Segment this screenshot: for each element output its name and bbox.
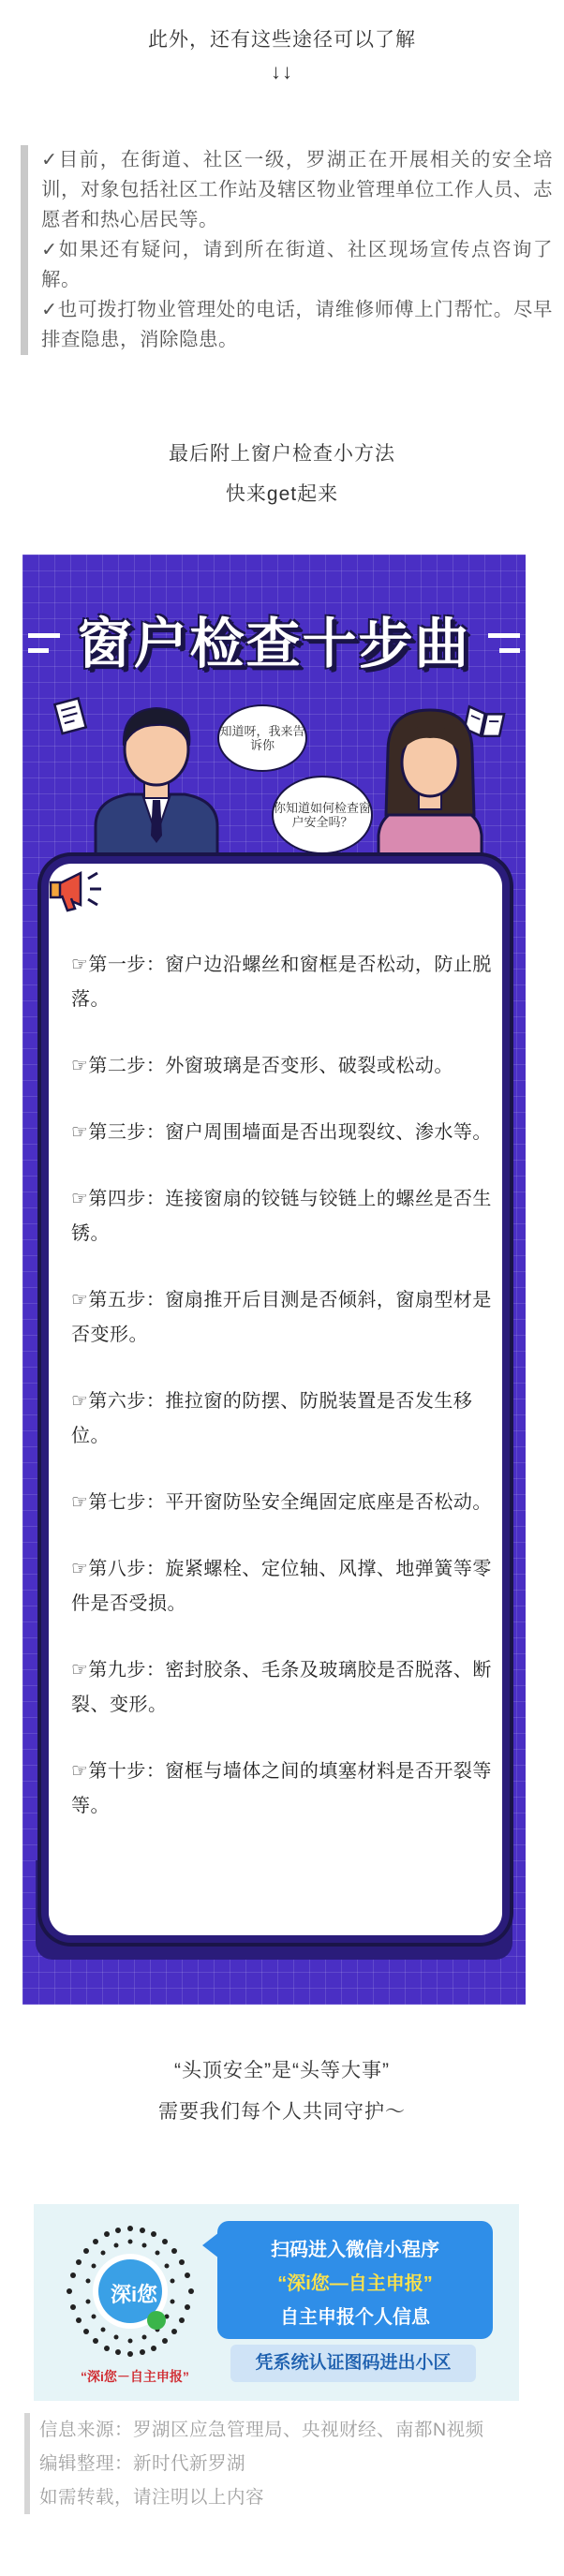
steps-list bbox=[71, 948, 502, 1856]
poster-title: 窗户检查十步曲 bbox=[77, 612, 471, 675]
step-item: ☞第七步：平开窗防坠安全绳固定底座是否松动。 bbox=[71, 1492, 492, 1513]
callout-box bbox=[217, 2221, 493, 2339]
slogan-line-1: “头顶安全”是“头等大事” bbox=[174, 2060, 390, 2081]
mini-program-banner[interactable] bbox=[34, 2204, 519, 2401]
down-arrows: ↓↓ bbox=[271, 60, 293, 83]
tip-item: ✓也可拨打物业管理处的电话，请维修师傅上门帮忙。尽早排查隐患，消除隐患。 bbox=[41, 299, 553, 350]
tip-item: ✓目前，在街道、社区一级，罗湖正在开展相关的安全培训，对象包括社区工作站及辖区物业管理单位工作人员、志愿者和热心居民等。 bbox=[41, 149, 553, 230]
man-illustration bbox=[86, 695, 227, 864]
method-subheading: 快来get起来 bbox=[225, 483, 339, 505]
speech-bubble-woman: 你知道如何检查窗户安全吗？ bbox=[272, 776, 373, 854]
callout-pointer bbox=[200, 2227, 219, 2264]
intro-text: 此外，还有这些途径可以了解 bbox=[148, 29, 416, 51]
slogan-line-2: 需要我们每个人共同守护～ bbox=[158, 2101, 406, 2123]
step-item: ☞第五步：窗扇推开后目测是否倾斜，窗扇型材是否变形。 bbox=[71, 1290, 492, 1345]
step-item: ☞第三步：窗户周围墙面是否出现裂纹、渗水等。 bbox=[71, 1122, 492, 1143]
tips-block bbox=[21, 145, 553, 355]
step-item: ☞第二步：外窗玻璃是否变形、破裂或松动。 bbox=[71, 1056, 453, 1076]
step-item: ☞第四步：连接窗扇的铰链与铰链上的螺丝是否生锈。 bbox=[71, 1189, 492, 1244]
step-item: ☞第九步：密封胶条、毛条及玻璃胶是否脱落、断裂、变形。 bbox=[71, 1660, 492, 1715]
source-info bbox=[24, 2413, 545, 2514]
callout-line-1: 扫码进入微信小程序 bbox=[271, 2240, 439, 2260]
source-line: 信息来源：罗湖区应急管理局、央视财经、南都N视频 bbox=[39, 2420, 484, 2440]
step-item: ☞第一步：窗户边沿螺丝和窗框是否松动，防止脱落。 bbox=[71, 955, 492, 1010]
callout-line-3: 自主申报个人信息 bbox=[280, 2307, 430, 2328]
window-check-poster bbox=[22, 555, 526, 2005]
qr-logo-text: 深i您 bbox=[110, 2283, 158, 2306]
callout-badge: 凭系统认证图码进出小区 bbox=[230, 2345, 476, 2382]
step-item: ☞第十步：窗框与墙体之间的填塞材料是否开裂等等。 bbox=[71, 1761, 492, 1816]
tip-item: ✓如果还有疑问，请到所在街道、社区现场宣传点咨询了解。 bbox=[41, 239, 553, 290]
woman-illustration bbox=[360, 704, 500, 868]
step-item: ☞第八步：旋紧螺栓、定位轴、风撑、地弹簧等零件是否受损。 bbox=[71, 1559, 492, 1614]
qr-caption: “深i您－自主申报” bbox=[81, 2369, 189, 2384]
editor-line: 编辑整理：新时代新罗湖 bbox=[39, 2453, 246, 2474]
speech-bubble-man: 知道呀，我来告诉你 bbox=[217, 704, 307, 772]
step-item: ☞第六步：推拉窗的防摆、防脱装置是否发生移位。 bbox=[71, 1391, 473, 1446]
method-heading: 最后附上窗户检查小方法 bbox=[169, 443, 395, 465]
megaphone-icon bbox=[49, 864, 114, 916]
reprint-line: 如需转载，请注明以上内容 bbox=[39, 2487, 265, 2508]
callout-line-2: “深i您—自主申报” bbox=[277, 2273, 433, 2294]
